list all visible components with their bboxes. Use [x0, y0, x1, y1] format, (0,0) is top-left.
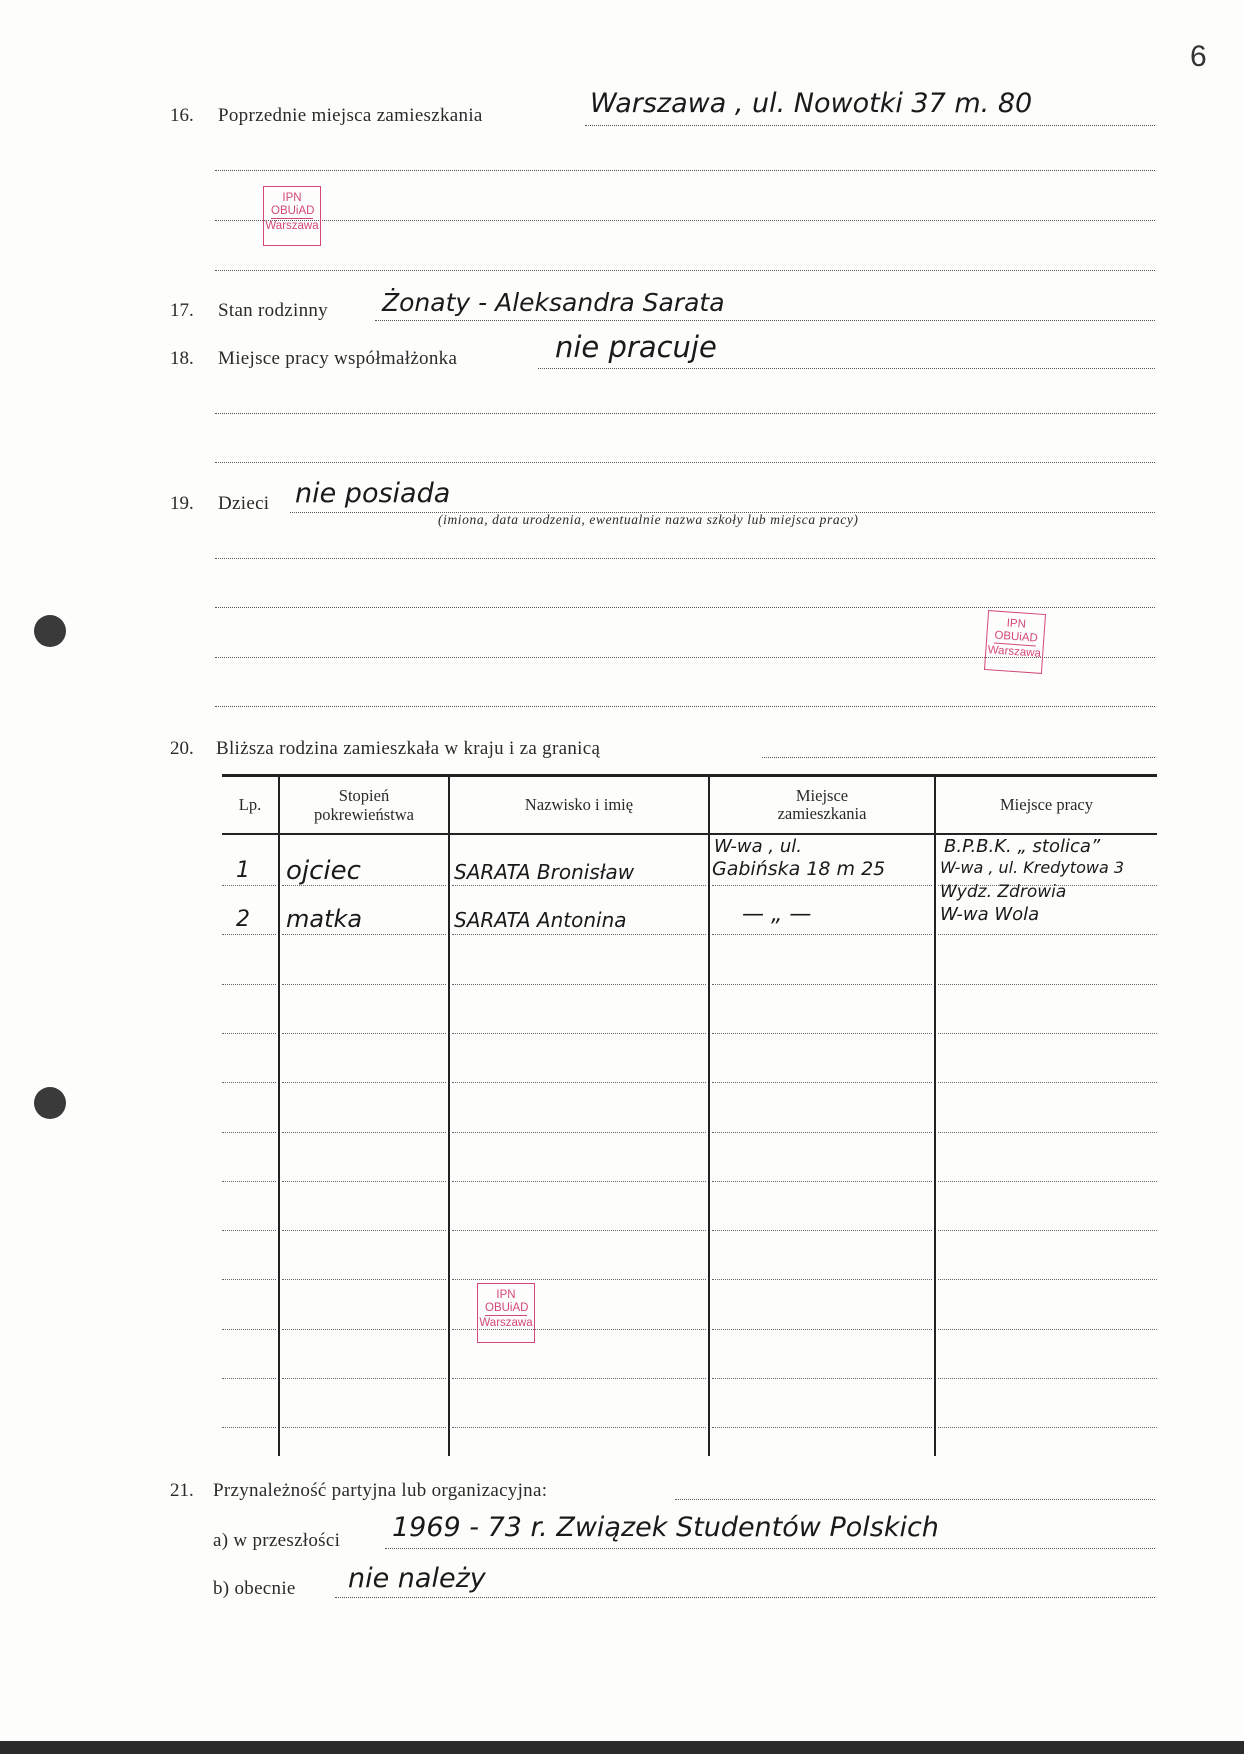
- header-nazwisko: Nazwisko i imię: [524, 795, 634, 814]
- stamp-1-line-3: Warszawa: [265, 220, 319, 232]
- table-row-line: [712, 1132, 932, 1133]
- table-row-line: [222, 1230, 276, 1231]
- table-row-line: [222, 1132, 276, 1133]
- table-row-line: [282, 1181, 446, 1182]
- family-table: [222, 774, 1157, 1456]
- row-1-praca-2: W-wa , ul. Kredytowa 3: [940, 858, 1125, 877]
- table-row-line: [222, 885, 276, 886]
- q19-number: 19.: [170, 493, 194, 514]
- table-row-line: [938, 1427, 1157, 1428]
- scan-edge: [0, 1741, 1244, 1754]
- row-2-praca-1: Wydz. Zdrowia: [940, 882, 1067, 902]
- table-row-line: [222, 1329, 276, 1330]
- row-2-zamieszkanie: — „ —: [742, 902, 812, 927]
- table-row-line: [938, 1329, 1157, 1330]
- q21-answer-line: [675, 1499, 1155, 1500]
- table-row-line: [712, 934, 932, 935]
- q16-line-4: [215, 270, 1155, 271]
- q21b-answer: nie należy: [348, 1563, 486, 1594]
- table-col-divider-4: [934, 774, 936, 1456]
- q21b-label: b) obecnie: [213, 1578, 296, 1599]
- table-row-line: [452, 1279, 706, 1280]
- q21a-answer-line: [385, 1548, 1155, 1549]
- row-1-lp: 1: [236, 858, 250, 883]
- punch-hole-bottom: [34, 1087, 66, 1119]
- q19-label: Dzieci: [218, 493, 270, 514]
- table-row-line: [222, 934, 276, 935]
- table-col-divider-3: [708, 774, 710, 1456]
- header-stopien-1: Stopień: [338, 786, 390, 805]
- q17-answer: Żonaty - Aleksandra Sarata: [382, 288, 725, 317]
- stamp-2-line-1: IPN: [1006, 617, 1027, 631]
- table-row-line: [712, 1427, 932, 1428]
- row-1-zamieszkanie-1: W-wa , ul.: [714, 836, 802, 857]
- table-row-line: [452, 1132, 706, 1133]
- q21a-answer: 1969 - 73 r. Związek Studentów Polskich: [392, 1512, 939, 1543]
- table-row-line: [222, 1427, 276, 1428]
- q18-answer: nie pracuje: [555, 330, 717, 364]
- q20-answer-line: [762, 757, 1155, 758]
- table-col-divider-2: [448, 774, 450, 1456]
- q21-number: 21.: [170, 1480, 194, 1501]
- table-row-line: [282, 1329, 446, 1330]
- q21-label: Przynależność partyjna lub organizacyjna:: [213, 1480, 548, 1501]
- table-row-line: [938, 984, 1157, 985]
- q19-line-5: [215, 706, 1155, 707]
- table-row-line: [452, 1378, 706, 1379]
- table-row-line: [712, 1181, 932, 1182]
- q20-label: Bliższa rodzina zamieszkała w kraju i za granicą: [216, 738, 601, 759]
- table-row-line: [452, 1230, 706, 1231]
- row-2-stopien: matka: [286, 905, 363, 933]
- q16-number: 16.: [170, 105, 194, 126]
- table-row-line: [452, 1427, 706, 1428]
- ipn-stamp-2: [984, 610, 1046, 674]
- table-row-line: [938, 1132, 1157, 1133]
- q17-label: Stan rodzinny: [218, 300, 328, 321]
- q18-line-2: [215, 413, 1155, 414]
- table-row-line: [282, 984, 446, 985]
- row-1-stopien: ojciec: [286, 856, 361, 886]
- table-row-line: [938, 1378, 1157, 1379]
- table-row-line: [452, 1033, 706, 1034]
- table-row-line: [938, 934, 1157, 935]
- table-row-line: [282, 1427, 446, 1428]
- table-row-line: [282, 1033, 446, 1034]
- table-row-line: [712, 1329, 932, 1330]
- stamp-3-line-2: OBUiAD: [485, 1302, 529, 1314]
- table-row-line: [938, 1279, 1157, 1280]
- header-praca: Miejsce pracy: [1000, 795, 1093, 814]
- page-number: 6: [1190, 40, 1207, 73]
- table-row-line: [282, 1279, 446, 1280]
- row-2-lp: 2: [236, 907, 250, 932]
- table-row-line: [222, 1082, 276, 1083]
- table-row-line: [938, 1033, 1157, 1034]
- q20-number: 20.: [170, 738, 194, 759]
- table-row-line: [282, 1378, 446, 1379]
- table-row-line: [712, 885, 932, 886]
- header-miejsce-2: zamieszkania: [777, 804, 867, 823]
- q18-label: Miejsce pracy współmałżonka: [218, 348, 458, 369]
- table-row-line: [712, 1378, 932, 1379]
- header-miejsce-1: Miejsce: [795, 786, 849, 805]
- q19-line-3: [215, 607, 1155, 608]
- table-row-line: [222, 984, 276, 985]
- q19-line-2: [215, 558, 1155, 559]
- row-1-nazwisko: SARATA Bronisław: [454, 860, 635, 884]
- table-top-rule: [222, 774, 1157, 777]
- table-row-line: [282, 1132, 446, 1133]
- q16-answer-line: [585, 125, 1155, 126]
- q19-hint: (imiona, data urodzenia, ewentualnie nazwa szkoły lub miejsca pracy): [438, 512, 859, 527]
- q18-line-3: [215, 462, 1155, 463]
- stamp-3-line-3: Warszawa: [479, 1317, 533, 1329]
- stamp-2-line-3: Warszawa: [987, 644, 1042, 660]
- header-stopien-2: pokrewieństwa: [314, 805, 414, 824]
- table-header-rule: [222, 833, 1157, 835]
- q17-answer-line: [375, 320, 1155, 321]
- table-row-line: [452, 984, 706, 985]
- stamp-1-line-2: OBUiAD: [271, 205, 315, 217]
- row-1-praca-1: B.P.B.K. „ stolica”: [944, 836, 1101, 857]
- q16-label: Poprzednie miejsca zamieszkania: [218, 105, 483, 126]
- q16-line-2: [215, 170, 1155, 171]
- table-row-line: [222, 1033, 276, 1034]
- q16-line-3: [215, 220, 1155, 221]
- q19-answer: nie posiada: [295, 478, 451, 509]
- row-1-zamieszkanie-2: Gabińska 18 m 25: [712, 858, 886, 880]
- stamp-1-line-1: IPN: [282, 192, 302, 204]
- stamp-3-line-1: IPN: [496, 1289, 516, 1301]
- table-row-line: [452, 1082, 706, 1083]
- table-row-line: [938, 1230, 1157, 1231]
- q21b-answer-line: [335, 1597, 1155, 1598]
- punch-hole-top: [34, 615, 66, 647]
- table-row-line: [712, 1033, 932, 1034]
- table-row-line: [282, 1230, 446, 1231]
- table-row-line: [282, 934, 446, 935]
- row-2-nazwisko: SARATA Antonina: [454, 908, 627, 932]
- ipn-stamp-1: [263, 186, 321, 246]
- ipn-stamp-3: [477, 1283, 535, 1343]
- table-row-line: [282, 1082, 446, 1083]
- table-row-line: [452, 934, 706, 935]
- q18-answer-line: [538, 368, 1155, 369]
- header-lp: Lp.: [238, 795, 262, 814]
- table-row-line: [712, 984, 932, 985]
- q18-number: 18.: [170, 348, 194, 369]
- row-2-praca-2: W-wa Wola: [940, 904, 1040, 925]
- table-row-line: [452, 1181, 706, 1182]
- table-row-line: [938, 1082, 1157, 1083]
- q17-number: 17.: [170, 300, 194, 321]
- q16-answer: Warszawa , ul. Nowotki 37 m. 80: [590, 88, 1033, 119]
- table-row-line: [712, 1230, 932, 1231]
- q21a-label: a) w przeszłości: [213, 1530, 341, 1551]
- table-row-line: [712, 1082, 932, 1083]
- table-row-line: [222, 1378, 276, 1379]
- stamp-2-line-2: OBUiAD: [993, 629, 1039, 645]
- table-row-line: [222, 1181, 276, 1182]
- table-row-line: [938, 1181, 1157, 1182]
- table-row-line: [222, 1279, 276, 1280]
- table-col-divider-1: [278, 774, 280, 1456]
- table-row-line: [712, 1279, 932, 1280]
- table-row-line: [452, 885, 706, 886]
